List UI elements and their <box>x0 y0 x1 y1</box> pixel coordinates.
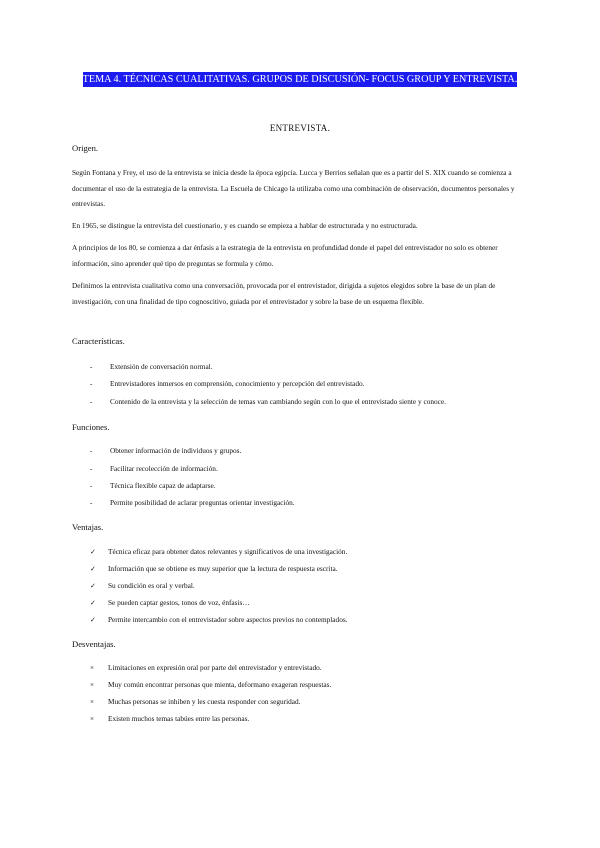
cross-icon: × <box>90 715 94 723</box>
dash-marker: - <box>90 380 93 388</box>
checkmark-icon: ✓ <box>90 599 96 607</box>
list-item: × Existen muchos temas tabúes entre las personas. <box>90 714 250 723</box>
paragraph-origen-1: Según Fontana y Frey, el uso de la entrevista se inicia desde la época egipcia. Lucca y Berrios señalan que es a partir del S. XIX cuando se comienza a documentar el uso de la estrategia de la entrevista. La Escuela de Chicago la utilizaba como una combinación de observación, documentos personales y entrevistas. <box>72 168 515 208</box>
cross-icon: × <box>90 664 94 672</box>
heading-caracteristicas: Características. <box>72 336 125 346</box>
section-title-entrevista: ENTREVISTA. <box>269 123 331 133</box>
list-item: ✓ Su condición es oral y verbal. <box>90 581 195 590</box>
list-item: ✓ Técnica eficaz para obtener datos relevantes y significativos de una investigación. <box>90 547 348 556</box>
paragraph-origen-4: Definimos la entrevista cualitativa como una conversación, provocada por el entrevistador, dirigida a sujetos elegidos sobre la base de un plan de investigación, con una finalidad de tipo cognoscitivo, guiada por el entrevistador y sobre la base de un esquema flexible. <box>72 281 496 306</box>
list-item: ✓ Información que se obtiene es muy superior que la lectura de respuesta escrita. <box>90 564 338 573</box>
dash-marker: - <box>90 363 93 371</box>
list-item: - Extensión de conversación normal. <box>90 362 213 371</box>
cross-icon: × <box>90 698 94 706</box>
list-item: - Obtener información de individuos y grupos. <box>90 446 242 455</box>
heading-origen: Origen. <box>72 143 99 153</box>
document-title-text: TEMA 4. TÉCNICAS CUALITATIVAS. GRUPOS DE DISCUSIÓN- FOCUS GROUP Y ENTREVISTA. <box>82 74 518 85</box>
dash-marker: - <box>90 398 93 406</box>
heading-desventajas: Desventajas. <box>72 639 116 649</box>
checkmark-icon: ✓ <box>90 565 96 573</box>
dash-marker: - <box>90 482 93 490</box>
cross-icon: × <box>90 681 94 689</box>
paragraph-origen-3: A principios de los 80, se comienza a dar énfasis a la estrategia de la entrevista en profundidad donde el papel del entrevistador no solo es obtener información, sino aprender qué tipo de preguntas se formula y cómo. <box>72 243 498 268</box>
list-item: × Limitaciones en expresión oral por parte del entrevistador y entrevistado. <box>90 663 322 672</box>
list-item: ✓ Se pueden captar gestos, tonos de voz, énfasis… <box>90 598 250 607</box>
paragraph-origen-2: En 1965, se distingue la entrevista del cuestionario, y es cuando se empieza a hablar de estructurada y no estructurada. <box>72 221 418 230</box>
dash-marker: - <box>90 499 93 507</box>
dash-marker: - <box>90 447 93 455</box>
list-item: - Contenido de la entrevista y la selección de temas van cambiando según con lo que el entrevistado siente y conoce. <box>90 397 446 406</box>
list-item: - Entrevistadores inmersos en comprensión, conocimiento y percepción del entrevistado. <box>90 379 365 388</box>
heading-ventajas: Ventajas. <box>72 522 104 532</box>
list-item: - Facilitar recolección de información. <box>90 464 218 473</box>
list-item: × Muchas personas se inhiben y les cuesta responder con seguridad. <box>90 697 301 706</box>
dash-marker: - <box>90 465 93 473</box>
list-item: × Muy común encontrar personas que mienta, deformano exageran respuestas. <box>90 680 332 689</box>
list-item: - Técnica flexible capaz de adaptarse. <box>90 481 216 490</box>
checkmark-icon: ✓ <box>90 616 96 624</box>
document-title <box>72 71 528 88</box>
checkmark-icon: ✓ <box>90 582 96 590</box>
list-item: - Permite posibilidad de aclarar preguntas orientar investigación. <box>90 498 295 507</box>
list-item: ✓ Permite intercambio con el entrevistador sobre aspectos previos no contemplados. <box>90 615 348 624</box>
checkmark-icon: ✓ <box>90 548 96 556</box>
heading-funciones: Funciones. <box>72 422 110 432</box>
